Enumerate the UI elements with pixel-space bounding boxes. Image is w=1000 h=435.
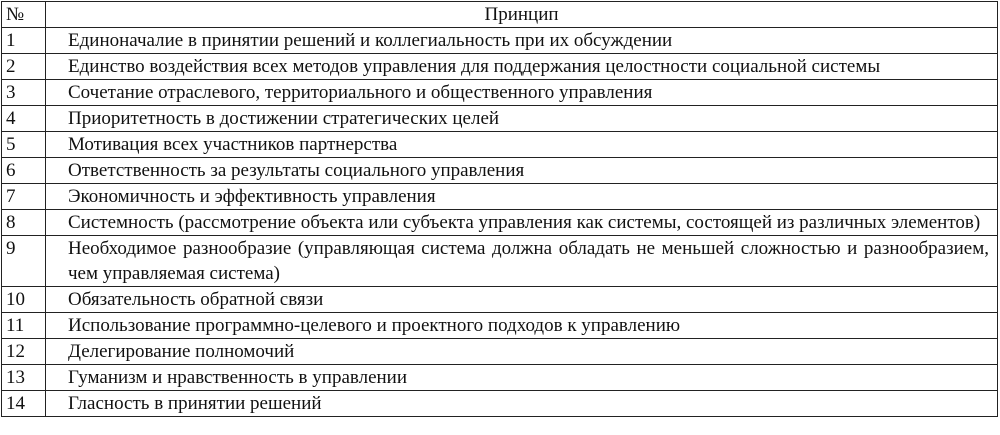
row-principle: Мотивация всех участников партнерства xyxy=(46,132,998,158)
row-number: 14 xyxy=(2,391,46,417)
row-number: 5 xyxy=(2,132,46,158)
column-header-number: № xyxy=(2,2,46,28)
row-principle: Единство воздействия всех методов управления для поддержания целостности социальной системы xyxy=(46,54,998,80)
table-row xyxy=(2,158,998,184)
row-principle: Использование программно-целевого и проектного подходов к управлению xyxy=(46,313,998,339)
row-number: 1 xyxy=(2,28,46,54)
table-row xyxy=(2,132,998,158)
row-principle: Гуманизм и нравственность в управлении xyxy=(46,365,998,391)
table-row xyxy=(2,313,998,339)
row-number: 7 xyxy=(2,184,46,210)
row-number: 2 xyxy=(2,54,46,80)
column-header-principle: Принцип xyxy=(46,2,998,28)
table-row xyxy=(2,287,998,313)
row-number: 10 xyxy=(2,287,46,313)
row-number: 11 xyxy=(2,313,46,339)
table-row xyxy=(2,54,998,80)
table-row xyxy=(2,106,998,132)
row-number: 13 xyxy=(2,365,46,391)
table-row xyxy=(2,184,998,210)
table-header-row xyxy=(2,2,998,28)
row-number: 4 xyxy=(2,106,46,132)
row-principle: Системность (рассмотрение объекта или субъекта управления как системы, состоящей из различных элементов) xyxy=(46,210,998,236)
row-principle: Приоритетность в достижении стратегических целей xyxy=(46,106,998,132)
table-row xyxy=(2,365,998,391)
table-row xyxy=(2,391,998,417)
row-principle: Сочетание отраслевого, территориального и общественного управления xyxy=(46,80,998,106)
table-row xyxy=(2,339,998,365)
row-number: 12 xyxy=(2,339,46,365)
row-principle: Гласность в принятии решений xyxy=(46,391,998,417)
row-principle: Обязательность обратной связи xyxy=(46,287,998,313)
row-number: 9 xyxy=(2,236,46,287)
row-principle: Необходимое разнообразие (управляющая система должна обладать не меньшей сложностью и разнообразием, чем управляемая система) xyxy=(46,236,998,287)
table-row xyxy=(2,80,998,106)
row-number: 3 xyxy=(2,80,46,106)
row-principle: Ответственность за результаты социального управления xyxy=(46,158,998,184)
principles-table xyxy=(1,1,998,417)
table-row xyxy=(2,210,998,236)
row-number: 8 xyxy=(2,210,46,236)
table-row xyxy=(2,28,998,54)
row-principle: Делегирование полномочий xyxy=(46,339,998,365)
table-row xyxy=(2,236,998,287)
row-number: 6 xyxy=(2,158,46,184)
row-principle: Единоначалие в принятии решений и коллегиальность при их обсуждении xyxy=(46,28,998,54)
row-principle: Экономичность и эффективность управления xyxy=(46,184,998,210)
